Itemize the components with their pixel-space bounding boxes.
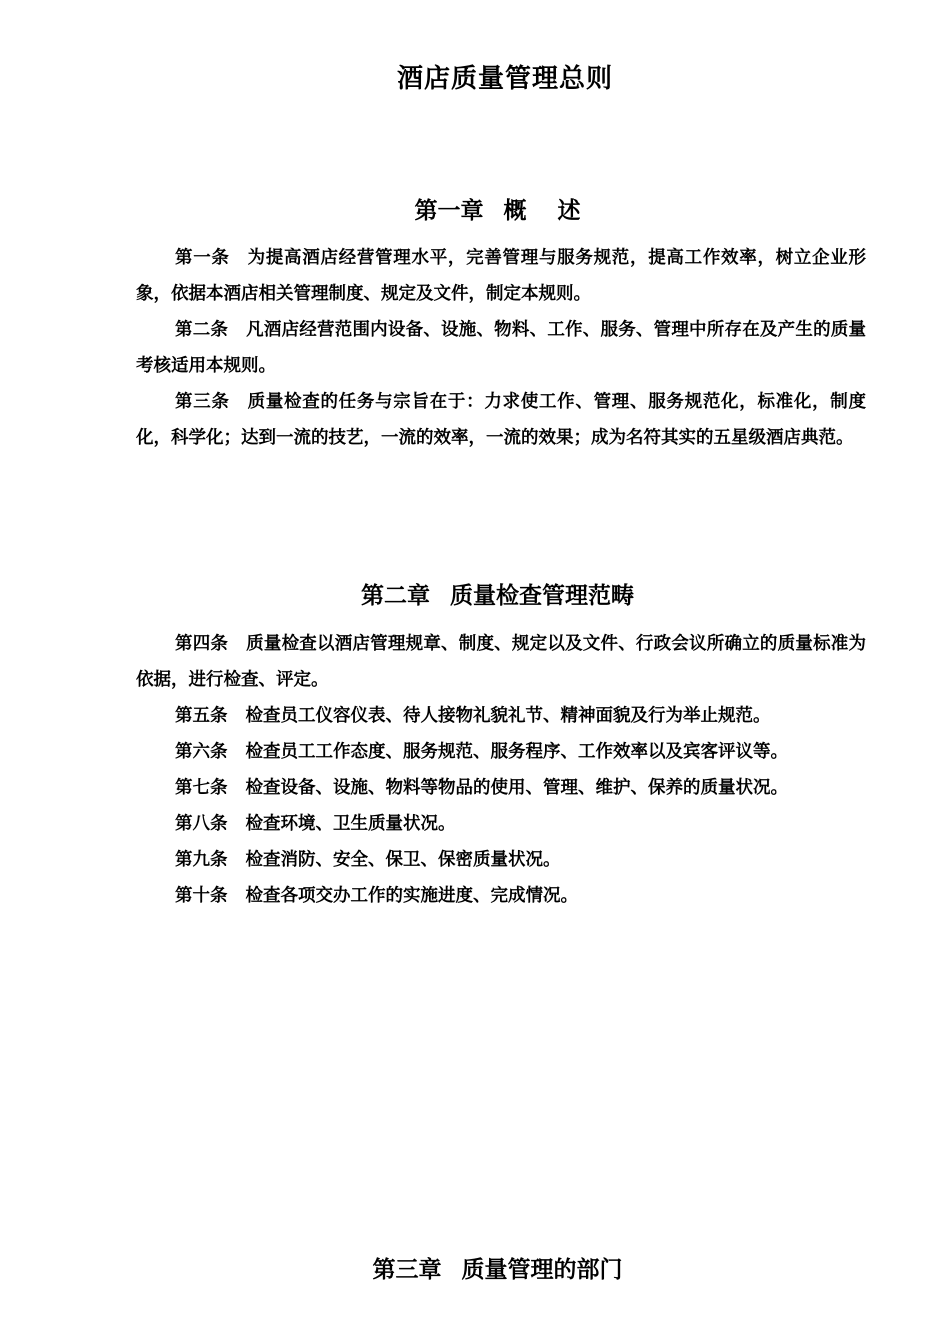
article-label: 第二条	[175, 320, 229, 340]
article-text: 检查员工工作态度、服务规范、服务程序、工作效率以及宾客评议等。	[245, 742, 788, 762]
article-text: 凡酒店经营范围内设备、设施、物料、工作、服务、管理中所存在及产生的质量考核适用本规则。	[136, 320, 867, 376]
chapter-number: 第二章	[361, 582, 430, 609]
article-4	[136, 626, 866, 698]
article-text: 检查环境、卫生质量状况。	[245, 814, 456, 834]
article-text: 检查各项交办工作的实施进度、完成情况。	[245, 886, 578, 906]
article-text: 质量检查的任务与宗旨在于：力求使工作、管理、服务规范化，标准化，制度化，科学化；达到一流的技艺，一流的效率，一流的效果；成为名符其实的五星级酒店典范。	[136, 392, 866, 448]
article-2	[136, 312, 866, 384]
article-label: 第一条	[175, 248, 230, 268]
article-label: 第六条	[175, 742, 228, 762]
chapter-name: 概 述	[503, 197, 581, 224]
chapter-2-heading	[0, 577, 950, 610]
document-title: 酒店质量管理总则	[396, 64, 613, 94]
article-label: 第三条	[175, 392, 230, 412]
article-label: 第十条	[175, 886, 228, 906]
article-text: 检查员工仪容仪表、待人接物礼貌礼节、精神面貌及行为举止规范。	[245, 706, 771, 726]
article-label: 第五条	[175, 706, 228, 726]
chapter-number: 第三章	[372, 1256, 442, 1283]
article-10	[136, 878, 866, 914]
article-label: 第四条	[175, 634, 229, 654]
chapter-3-heading	[0, 1251, 950, 1284]
article-1	[136, 240, 866, 312]
chapter-name: 质量管理的部门	[461, 1256, 623, 1283]
article-text: 检查消防、安全、保卫、保密质量状况。	[245, 850, 561, 870]
chapter-name: 质量检查管理范畴	[450, 582, 634, 609]
article-5	[136, 698, 866, 734]
article-6	[136, 734, 866, 770]
chapter-number: 第一章	[414, 197, 484, 224]
article-text: 为提高酒店经营管理水平，完善管理与服务规范，提高工作效率，树立企业形象，依据本酒店相关管理制度、规定及文件，制定本规则。	[136, 248, 866, 304]
article-9	[136, 842, 866, 878]
article-label: 第九条	[175, 850, 228, 870]
article-label: 第八条	[175, 814, 228, 834]
article-3	[136, 384, 866, 456]
chapter-1-heading	[0, 192, 950, 225]
article-label: 第七条	[175, 778, 228, 798]
article-text: 质量检查以酒店管理规章、制度、规定以及文件、行政会议所确立的质量标准为依据，进行检查、评定。	[136, 634, 867, 690]
article-7	[136, 770, 866, 806]
article-8	[136, 806, 866, 842]
article-text: 检查设备、设施、物料等物品的使用、管理、维护、保养的质量状况。	[245, 778, 788, 798]
